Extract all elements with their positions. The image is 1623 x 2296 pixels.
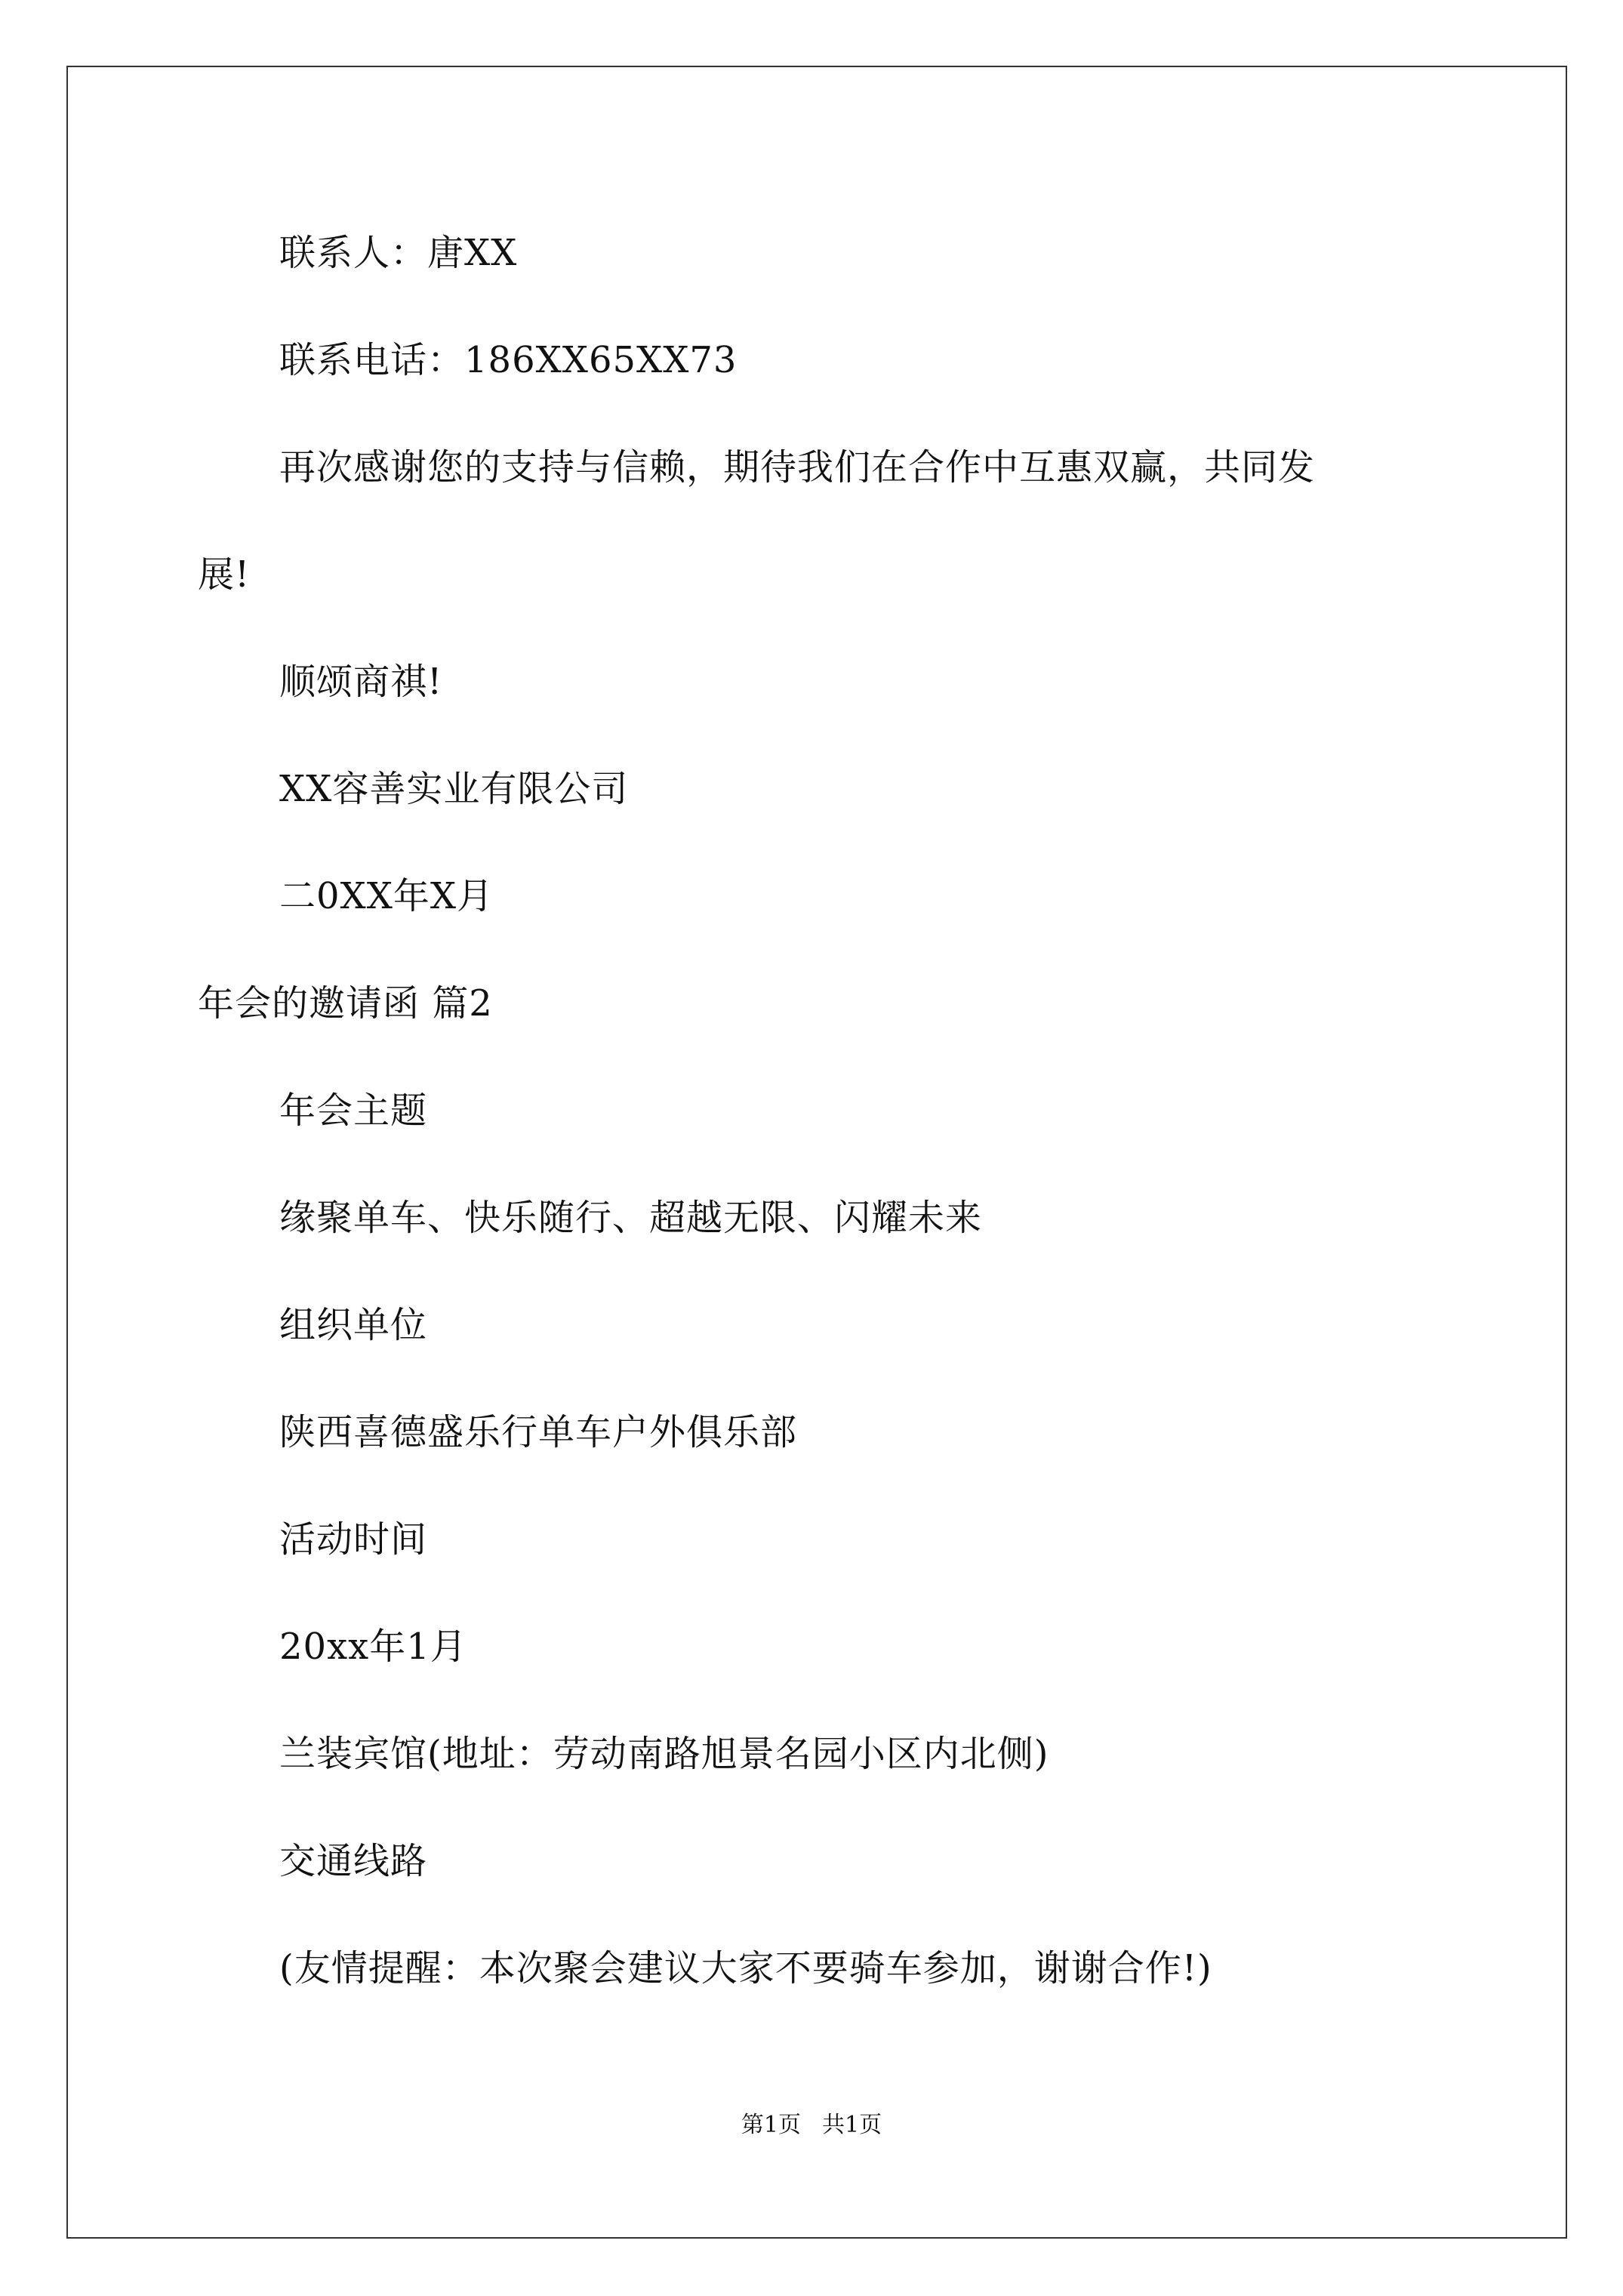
contact-person: 联系人：唐XX <box>279 232 518 274</box>
letter-date: 二0XX年X月 <box>279 875 494 917</box>
venue-value: 兰装宾馆(地址：劳动南路旭景名园小区内北侧) <box>279 1733 1049 1775</box>
closing-greeting: 顺颂商祺! <box>279 661 443 703</box>
thanks-paragraph: 再次感谢您的支持与信赖，期待我们在合作中互惠双赢，共同发 <box>279 446 1316 488</box>
page-border <box>66 66 1567 2239</box>
time-value: 20xx年1月 <box>279 1626 467 1668</box>
time-label: 活动时间 <box>279 1518 428 1561</box>
thanks-paragraph-continued: 展! <box>198 553 251 596</box>
organizer-label: 组织单位 <box>279 1304 428 1346</box>
friendly-reminder: (友情提醒：本次聚会建议大家不要骑车参加，谢谢合作!) <box>279 1947 1212 1989</box>
organizer-value: 陕西喜德盛乐行单车户外俱乐部 <box>279 1411 798 1453</box>
page-total: 共1页 <box>822 2112 882 2138</box>
page-footer <box>0 2112 1623 2139</box>
contact-phone: 联系电话：186XX65XX73 <box>279 339 738 381</box>
company-name: XX容善实业有限公司 <box>279 768 629 810</box>
theme-label: 年会主题 <box>279 1089 428 1132</box>
theme-value: 缘聚单车、快乐随行、超越无限、闪耀未来 <box>279 1197 983 1239</box>
page-current: 第1页 <box>741 2112 801 2138</box>
traffic-label: 交通线路 <box>279 1840 428 1882</box>
section-heading: 年会的邀请函 篇2 <box>198 982 493 1025</box>
